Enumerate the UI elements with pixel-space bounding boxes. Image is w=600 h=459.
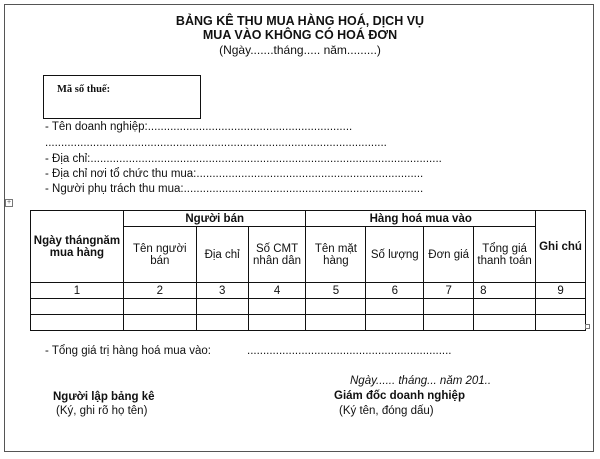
tax-code-label: Mã số thuế: [57,84,111,95]
table-cell[interactable] [474,315,536,331]
col-number: 6 [366,283,424,299]
table-row[interactable] [31,315,586,331]
total-value-field[interactable]: ................................................................ [247,345,452,357]
group-goods: Hàng hoá mua vào [306,211,536,227]
table-cell[interactable] [123,299,196,315]
table-cell[interactable] [31,299,124,315]
table-row[interactable] [31,299,586,315]
table-cell[interactable] [196,315,248,331]
col-number: 7 [424,283,474,299]
preparer-instruction: (Ký, ghi rõ họ tên) [56,405,148,417]
form-title: BẢNG KÊ THU MUA HÀNG HOÁ, DỊCH VỤ [175,14,425,28]
col-quantity: Số lượng [366,227,424,283]
company-name-field[interactable]: - Tên doanh nghiệp:................................................................ [45,121,353,133]
col-note: Ghi chú [536,211,586,283]
table-cell[interactable] [474,299,536,315]
col-item-name: Tên mặt hàng [306,227,366,283]
table-cell[interactable] [424,299,474,315]
company-name-continuation[interactable]: ........................................................................................................... [45,137,387,149]
table-resize-handle-icon[interactable] [585,324,590,329]
col-seller-address: Địa chỉ [196,227,248,283]
preparer-title: Người lập bảng kê [53,391,155,403]
col-number: 8 [474,283,536,299]
col-number: 1 [31,283,124,299]
table-cell[interactable] [424,315,474,331]
form-subtitle: MUA VÀO KHÔNG CÓ HOÁ ĐƠN [202,28,398,42]
total-value-label: - Tổng giá trị hàng hoá mua vào: [45,345,212,357]
col-seller-name: Tên người bán [123,227,196,283]
table-cell[interactable] [248,315,306,331]
address-field[interactable]: - Địa chỉ:.............................................................................................................. [45,153,442,165]
tax-code-box[interactable] [43,75,201,119]
table-cell[interactable] [366,299,424,315]
table-cell[interactable] [248,299,306,315]
col-seller-id: Số CMT nhân dân [248,227,306,283]
director-instruction: (Ký tên, đóng dấu) [339,405,434,417]
form-date-line: (Ngày.......tháng..... năm.........) [219,43,381,57]
col-number: 3 [196,283,248,299]
column-number-row [31,283,586,299]
table-cell[interactable] [196,299,248,315]
purchase-table [30,210,586,331]
table-cell[interactable] [31,315,124,331]
col-number: 5 [306,283,366,299]
total-value-line [45,345,452,357]
signature-date: Ngày...... tháng... năm 201.. [350,375,492,387]
table-cell[interactable] [366,315,424,331]
table-cell[interactable] [306,299,366,315]
col-unit-price: Đơn giá [424,227,474,283]
col-purchase-date: Ngày thángnăm mua hàng [31,211,124,283]
table-cell[interactable] [536,315,586,331]
director-title: Giám đốc doanh nghiệp [334,390,465,402]
table-cell[interactable] [536,299,586,315]
group-seller: Người bán [123,211,306,227]
col-total-payment: Tổng giá thanh toán [474,227,536,283]
purchase-location-field[interactable]: - Địa chỉ nơi tổ chức thu mua:....................................................................... [45,168,424,180]
col-number: 9 [536,283,586,299]
purchaser-field[interactable]: - Người phụ trách thu mua:........................................................................... [45,183,424,195]
col-number: 4 [248,283,306,299]
table-cell[interactable] [123,315,196,331]
table-cell[interactable] [306,315,366,331]
table-move-handle-icon[interactable]: + [6,199,12,206]
col-number: 2 [123,283,196,299]
